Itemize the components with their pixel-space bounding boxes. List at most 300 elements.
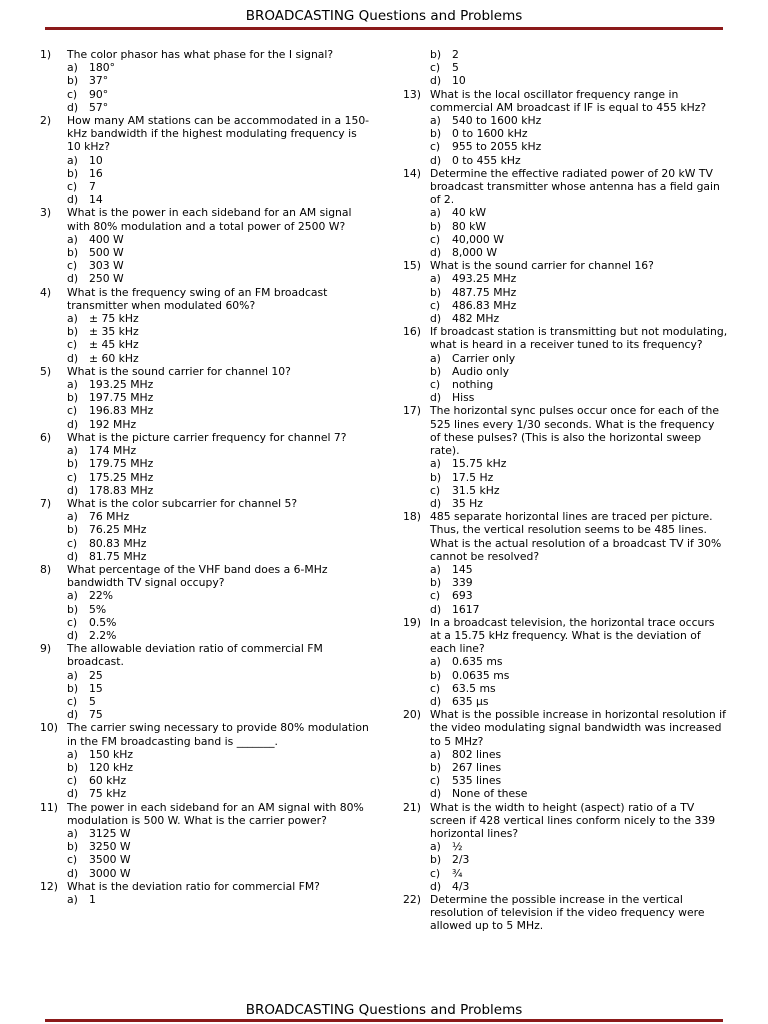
option-text: 4/3 (452, 879, 470, 893)
option-letter: c) (67, 338, 78, 352)
option-letter: a) (67, 826, 78, 840)
option-text: 0.0635 ms (452, 668, 510, 682)
question-text: Determine the effective radiated power of 20 kW TV broadcast transmitter whose antenna has a field gain of 2. (430, 166, 720, 207)
answer-option (40, 88, 370, 101)
option-text: 2.2% (89, 628, 117, 642)
option-text: 3250 W (89, 840, 131, 854)
answer-option (403, 220, 728, 233)
answer-option (403, 154, 728, 167)
question-number: 22) (403, 893, 421, 906)
footer-rule (45, 1019, 723, 1022)
option-text: 0 to 1600 kHz (452, 127, 528, 141)
option-text: 8,000 W (452, 246, 498, 260)
question-item (40, 801, 370, 880)
question-number: 17) (403, 404, 421, 418)
option-letter: a) (430, 655, 441, 669)
option-letter: d) (67, 417, 79, 431)
answer-option (403, 272, 728, 285)
option-text: 180° (89, 61, 116, 75)
option-letter: d) (67, 866, 79, 880)
answer-option (40, 550, 370, 563)
answer-option (403, 880, 728, 893)
option-letter: a) (430, 272, 441, 286)
answer-option (40, 312, 370, 325)
option-letter: b) (67, 602, 79, 616)
option-letter: a) (430, 114, 441, 128)
answer-option (403, 682, 728, 695)
option-letter: a) (430, 457, 441, 471)
answer-option (403, 867, 728, 880)
option-letter: a) (67, 668, 78, 682)
option-letter: d) (67, 787, 79, 801)
option-text: 15.75 kHz (452, 457, 507, 471)
question-text: The color phasor has what phase for the I signal? (67, 48, 334, 61)
option-letter: b) (67, 325, 79, 339)
answer-option (403, 748, 728, 761)
option-letter: c) (430, 866, 441, 880)
question-stem (403, 616, 728, 656)
option-text: 175.25 MHz (89, 470, 154, 484)
answer-option (40, 867, 370, 880)
question-text: 485 separate horizontal lines are traced per picture. Thus, the vertical resolution seems to be 485 lines. What is the actual resolution of a broadcast TV if 30% cannot be resolved? (430, 510, 722, 563)
question-stem (40, 431, 370, 444)
answer-option (40, 523, 370, 536)
header-rule (45, 27, 723, 30)
option-text: 14 (89, 193, 103, 207)
option-letter: d) (430, 312, 442, 326)
answer-option (403, 74, 728, 87)
page-header-title: BROADCASTING Questions and Problems (245, 8, 523, 24)
answer-option (40, 457, 370, 470)
option-text: 81.75 MHz (89, 549, 147, 563)
option-letter: c) (67, 470, 78, 484)
question-number: 20) (403, 708, 421, 722)
question-number: 1) (40, 48, 52, 61)
answer-option (40, 761, 370, 774)
option-letter: b) (430, 219, 442, 233)
answer-option (40, 154, 370, 167)
option-letter: c) (430, 298, 441, 312)
option-text: 0.5% (89, 615, 117, 629)
question-number: 12) (40, 879, 58, 893)
question-item (40, 431, 370, 497)
option-letter: b) (67, 523, 79, 537)
option-letter: d) (67, 272, 79, 286)
question-number: 7) (40, 496, 52, 510)
answer-option (40, 74, 370, 87)
answer-option (40, 853, 370, 866)
answer-option (40, 682, 370, 695)
option-letter: b) (430, 364, 442, 378)
option-text: 193.25 MHz (89, 378, 154, 392)
option-letter: c) (67, 853, 78, 867)
question-stem (403, 259, 728, 272)
option-text: 63.5 ms (452, 681, 496, 695)
answer-option (403, 853, 728, 866)
option-letter: a) (67, 61, 78, 75)
question-item (40, 365, 370, 431)
question-number: 5) (40, 364, 52, 378)
option-letter: c) (67, 694, 78, 708)
question-stem (40, 286, 370, 312)
option-letter: d) (430, 74, 442, 88)
answer-option (403, 206, 728, 219)
option-letter: d) (430, 694, 442, 708)
option-letter: c) (67, 259, 78, 273)
option-letter: c) (430, 140, 441, 154)
question-number: 8) (40, 562, 52, 576)
option-letter: a) (67, 232, 78, 246)
answer-option (403, 299, 728, 312)
question-item (403, 167, 728, 259)
answer-option (40, 101, 370, 114)
option-text: Audio only (452, 364, 509, 378)
option-text: 0 to 455 kHz (452, 153, 521, 167)
answer-option (40, 325, 370, 338)
option-text: 250 W (89, 272, 124, 286)
answer-option (40, 167, 370, 180)
answer-option (403, 233, 728, 246)
answer-option (40, 246, 370, 259)
question-number: 15) (403, 259, 421, 273)
option-text: 303 W (89, 259, 124, 273)
option-letter: c) (430, 378, 441, 392)
answer-option (40, 695, 370, 708)
answer-option (403, 484, 728, 497)
option-text: 196.83 MHz (89, 404, 154, 418)
answer-option (403, 695, 728, 708)
option-letter: d) (430, 246, 442, 260)
question-stem (40, 48, 370, 61)
option-text: 802 lines (452, 747, 502, 761)
option-letter: c) (430, 232, 441, 246)
option-text: 5 (89, 694, 96, 708)
option-text: 25 (89, 668, 103, 682)
option-letter: d) (67, 708, 79, 722)
question-text: What is the local oscillator frequency range in commercial AM broadcast if IF is equal to 455 kHz? (430, 87, 707, 114)
question-number: 18) (403, 510, 421, 524)
option-text: 2 (452, 48, 459, 61)
option-text: 120 kHz (89, 760, 134, 774)
question-number: 21) (403, 800, 421, 814)
option-letter: b) (430, 853, 442, 867)
question-item (403, 404, 728, 510)
option-letter: b) (67, 760, 79, 774)
option-text: ± 45 kHz (89, 338, 139, 352)
option-text: Carrier only (452, 351, 516, 365)
answer-option (40, 510, 370, 523)
answer-option (403, 246, 728, 259)
question-item (40, 497, 370, 563)
option-text: 482 MHz (452, 312, 500, 326)
option-letter: a) (67, 589, 78, 603)
question-text: What is the sound carrier for channel 10? (67, 364, 291, 378)
option-text: 1617 (452, 602, 480, 616)
answer-option (40, 233, 370, 246)
option-letter: b) (430, 127, 442, 141)
question-item (40, 48, 370, 114)
option-text: 35 Hz (452, 496, 483, 510)
option-text: 192 MHz (89, 417, 137, 431)
option-text: 10 (89, 153, 103, 167)
question-text: The horizontal sync pulses occur once for each of the 525 lines every 1/30 seconds. What is the frequency of these pulses? (This is also the horizontal sweep rate). (430, 404, 720, 458)
option-text: 179.75 MHz (89, 457, 154, 471)
option-letter: b) (67, 246, 79, 260)
option-text: 5% (89, 602, 107, 616)
option-letter: d) (430, 496, 442, 510)
option-text: 80 kW (452, 219, 487, 233)
option-letter: b) (430, 285, 442, 299)
option-text: 75 kHz (89, 787, 127, 801)
question-stem (40, 497, 370, 510)
question-item (40, 563, 370, 642)
answer-option (40, 708, 370, 721)
option-letter: a) (67, 510, 78, 524)
option-text: 267 lines (452, 760, 502, 774)
answer-option (40, 259, 370, 272)
option-text: 0.635 ms (452, 655, 503, 669)
answer-option (403, 603, 728, 616)
question-stem (40, 365, 370, 378)
answer-option (40, 193, 370, 206)
answer-option (40, 404, 370, 417)
option-text: 3500 W (89, 853, 131, 867)
continued-options (403, 48, 728, 88)
answer-option (40, 444, 370, 457)
answer-option (403, 787, 728, 800)
option-text: 7 (89, 180, 96, 194)
option-letter: d) (67, 100, 79, 114)
question-item (40, 880, 370, 906)
answer-option (403, 365, 728, 378)
option-text: 3000 W (89, 866, 131, 880)
option-text: 493.25 MHz (452, 272, 517, 286)
question-text: What is the width to height (aspect) ratio of a TV screen if 428 vertical lines conform nicely to the 339 horizontal lines? (430, 800, 716, 840)
answer-option (403, 471, 728, 484)
question-text: What is the possible increase in horizontal resolution if the video modulating signal bandwidth was increased to 5 MHz? (430, 708, 726, 748)
option-letter: b) (67, 681, 79, 695)
answer-option (403, 563, 728, 576)
answer-option (403, 286, 728, 299)
question-text: The allowable deviation ratio of commercial FM broadcast. (67, 642, 323, 669)
option-text: nothing (452, 378, 494, 392)
option-letter: a) (67, 312, 78, 326)
option-text: 178.83 MHz (89, 483, 154, 497)
question-text: What is the sound carrier for channel 16? (430, 259, 654, 273)
option-text: 1 (89, 893, 96, 906)
option-letter: d) (430, 391, 442, 405)
answer-option (40, 61, 370, 74)
question-number: 4) (40, 285, 52, 299)
option-letter: a) (67, 378, 78, 392)
option-letter: b) (67, 391, 79, 405)
option-letter: c) (67, 536, 78, 550)
right-column (403, 48, 728, 933)
question-item (40, 286, 370, 365)
option-letter: d) (67, 351, 79, 365)
question-stem (403, 708, 728, 748)
answer-option (403, 589, 728, 602)
question-stem (403, 88, 728, 114)
option-text: 10 (452, 74, 466, 88)
option-text: 90° (89, 87, 109, 101)
option-letter: a) (67, 747, 78, 761)
option-text: ± 35 kHz (89, 325, 139, 339)
option-letter: c) (67, 87, 78, 101)
question-number: 13) (403, 87, 421, 101)
question-text: What is the deviation ratio for commercial FM? (67, 879, 320, 893)
option-text: 76 MHz (89, 510, 130, 524)
question-number: 16) (403, 325, 421, 339)
answer-option (40, 378, 370, 391)
question-item (403, 893, 728, 933)
question-stem (40, 563, 370, 589)
question-item (40, 642, 370, 721)
option-letter: b) (67, 457, 79, 471)
option-letter: c) (67, 774, 78, 788)
option-text: 955 to 2055 kHz (452, 140, 542, 154)
option-text: 540 to 1600 kHz (452, 114, 542, 128)
option-letter: b) (430, 576, 442, 590)
option-text: 80.83 MHz (89, 536, 147, 550)
option-text: 37° (89, 74, 109, 88)
option-letter: b) (430, 760, 442, 774)
question-stem (40, 114, 370, 154)
option-text: None of these (452, 787, 528, 801)
question-number: 3) (40, 206, 52, 220)
option-letter: a) (430, 206, 441, 220)
question-number: 19) (403, 615, 421, 629)
option-text: ¾ (452, 866, 463, 880)
answer-option (40, 418, 370, 431)
option-letter: d) (430, 153, 442, 167)
option-text: 40 kW (452, 206, 487, 220)
option-text: 3125 W (89, 826, 131, 840)
option-text: 40,000 W (452, 232, 504, 246)
option-text: 75 (89, 708, 103, 722)
question-text: If broadcast station is transmitting but not modulating, what is heard in a receiver tuned to its frequency? (430, 325, 728, 352)
page-footer-title: BROADCASTING Questions and Problems (245, 1002, 523, 1018)
answer-option (40, 352, 370, 365)
answer-option (403, 576, 728, 589)
option-letter: c) (430, 61, 441, 75)
question-item (403, 708, 728, 800)
option-letter: d) (67, 483, 79, 497)
answer-option (403, 457, 728, 470)
option-letter: d) (430, 879, 442, 893)
option-letter: a) (430, 747, 441, 761)
answer-option (40, 471, 370, 484)
question-text: What percentage of the VHF band does a 6-MHz bandwidth TV signal occupy? (67, 562, 328, 590)
option-text: 31.5 kHz (452, 483, 500, 497)
option-text: 15 (89, 681, 103, 695)
answer-option (40, 827, 370, 840)
option-letter: c) (430, 681, 441, 695)
option-text: 339 (452, 576, 473, 590)
answer-option (403, 312, 728, 325)
option-letter: c) (67, 404, 78, 418)
question-stem (403, 404, 728, 457)
question-text: What is the picture carrier frequency for channel 7? (67, 430, 347, 444)
answer-option (403, 61, 728, 74)
answer-option (403, 391, 728, 404)
option-text: 487.75 MHz (452, 285, 517, 299)
answer-option (403, 114, 728, 127)
answer-option (403, 840, 728, 853)
option-text: Hiss (452, 391, 475, 405)
question-text: How many AM stations can be accommodated in a 150-kHz bandwidth if the highest modulating frequency is 10 kHz? (67, 114, 370, 154)
answer-option (40, 180, 370, 193)
option-letter: c) (430, 774, 441, 788)
option-text: 5 (452, 61, 459, 75)
answer-option (403, 655, 728, 668)
question-stem (403, 893, 728, 933)
left-column (40, 48, 370, 906)
option-text: 57° (89, 100, 109, 114)
question-stem (40, 801, 370, 827)
option-letter: b) (67, 840, 79, 854)
option-text: 693 (452, 589, 473, 603)
option-text: 2/3 (452, 853, 470, 867)
answer-option (403, 761, 728, 774)
option-letter: d) (430, 787, 442, 801)
question-number: 9) (40, 642, 52, 656)
question-stem (40, 206, 370, 232)
question-item (403, 801, 728, 893)
answer-option (403, 48, 728, 61)
answer-option (40, 338, 370, 351)
answer-option (403, 140, 728, 153)
answer-option (40, 537, 370, 550)
question-stem (40, 721, 370, 747)
option-text: 76.25 MHz (89, 523, 147, 537)
question-stem (403, 510, 728, 563)
option-letter: b) (430, 668, 442, 682)
question-text: The power in each sideband for an AM signal with 80% modulation is 500 W. What is the carrier power? (67, 800, 364, 827)
answer-option (403, 352, 728, 365)
question-stem (403, 167, 728, 207)
option-letter: a) (430, 562, 441, 576)
option-text: ± 75 kHz (89, 312, 139, 326)
option-text: 150 kHz (89, 747, 134, 761)
question-text: What is the frequency swing of an FM broadcast transmitter when modulated 60%? (67, 285, 328, 312)
answer-option (40, 893, 370, 906)
answer-option (403, 669, 728, 682)
question-item (403, 510, 728, 616)
question-stem (403, 325, 728, 351)
question-stem (403, 801, 728, 841)
option-text: ½ (452, 840, 463, 854)
answer-option (40, 391, 370, 404)
question-item (403, 88, 728, 167)
option-letter: b) (67, 166, 79, 180)
answer-option (403, 497, 728, 510)
option-letter: d) (430, 602, 442, 616)
option-letter: c) (430, 589, 441, 603)
question-item (40, 114, 370, 206)
option-text: 535 lines (452, 774, 502, 788)
answer-option (403, 774, 728, 787)
question-text: In a broadcast television, the horizontal trace occurs at a 15.75 kHz frequency. What is the deviation of each line? (430, 615, 715, 656)
option-letter: c) (67, 615, 78, 629)
option-letter: a) (67, 893, 78, 906)
question-text: What is the power in each sideband for an AM signal with 80% modulation and a total power of 2500 W? (67, 206, 352, 233)
option-text: 486.83 MHz (452, 298, 517, 312)
option-letter: d) (67, 549, 79, 563)
option-text: ± 60 kHz (89, 351, 139, 365)
answer-option (40, 603, 370, 616)
option-letter: b) (430, 48, 442, 61)
